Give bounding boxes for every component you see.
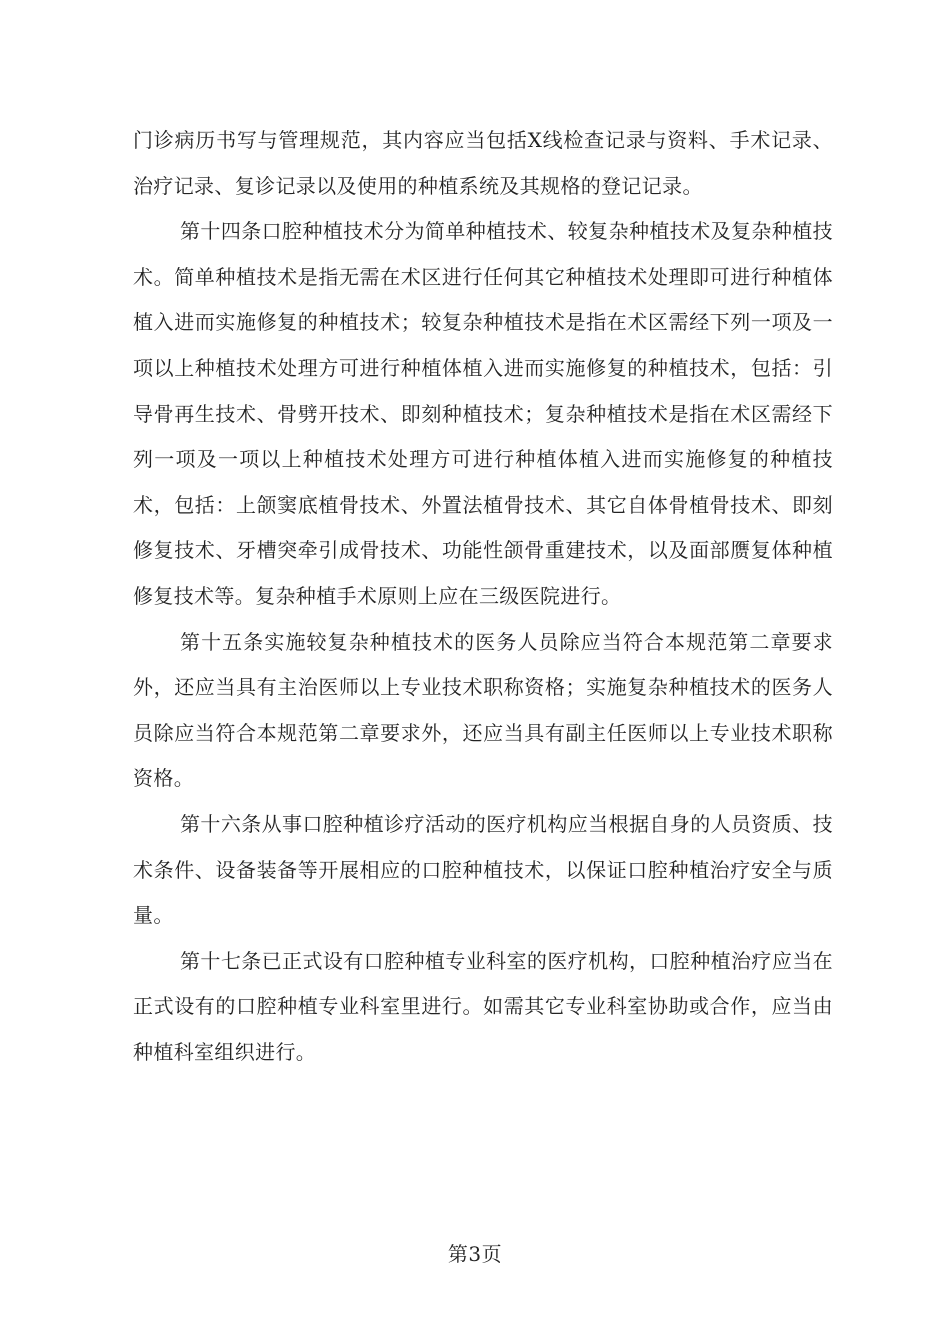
paragraph-article-15: 第十五条实施较复杂种植技术的医务人员除应当符合本规范第二章要求外，还应当具有主治医师以上专业技术职称资格；实施复杂种植技术的医务人员除应当符合本规范第二章要求外，还应当具有副主任医师以上专业技术职称资格。 — [133, 629, 833, 791]
page-number: 第3页 — [447, 1242, 503, 1266]
paragraph-article-17: 第十七条已正式设有口腔种植专业科室的医疗机构，口腔种植治疗应当在正式设有的口腔种植专业科室里进行。如需其它专业科室协助或合作，应当由种植科室组织进行。 — [133, 948, 833, 1064]
paragraph-continued: 门诊病历书写与管理规范，其内容应当包括X线检查记录与资料、手术记录、治疗记录、复诊记录以及使用的种植系统及其规格的登记记录。 — [133, 128, 833, 198]
paragraph-article-14: 第十四条口腔种植技术分为简单种植技术、较复杂种植技术及复杂种植技术。简单种植技术是指无需在术区进行任何其它种植技术处理即可进行种植体植入进而实施修复的种植技术；较复杂种植技术是指在术区需经下列一项及一项以上种植技术处理方可进行种植体植入进而实施修复的种植技术，包括：引导骨再生技术、骨劈开技术、即刻种植技术；复杂种植技术是指在术区需经下列一项及一项以上种植技术处理方可进行种植体植入进而实施修复的种植技术，包括：上颌窦底植骨技术、外置法植骨技术、其它自体骨植骨技术、即刻修复技术、牙槽突牵引成骨技术、功能性颌骨重建技术，以及面部赝复体种植修复技术等。复杂种植手术原则上应在三级医院进行。 — [133, 219, 833, 608]
paragraph-article-16: 第十六条从事口腔种植诊疗活动的医疗机构应当根据自身的人员资质、技术条件、设备装备等开展相应的口腔种植技术，以保证口腔种植治疗安全与质量。 — [133, 811, 833, 928]
document-body — [133, 118, 833, 1075]
